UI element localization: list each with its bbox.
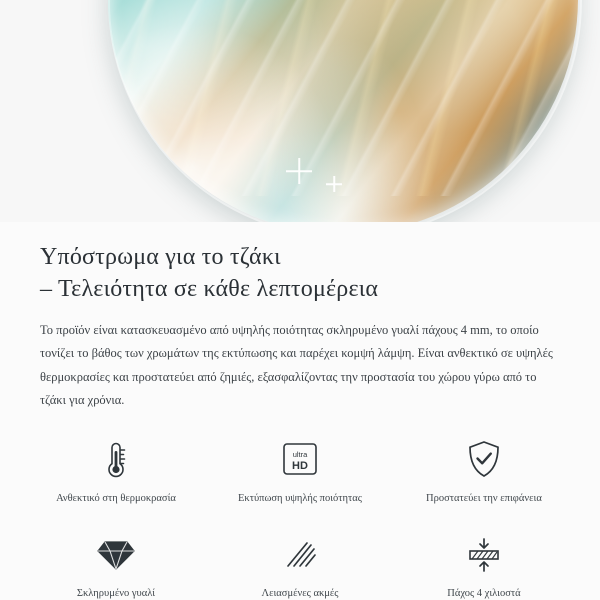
polished-edges-icon [277,535,323,575]
feature-list-row-1 [0,412,600,510]
feature-label: Σκληρυμένο γυαλί [76,588,156,600]
hero-image [0,0,600,222]
feature-item-thickness [392,525,576,600]
content-area [0,222,600,600]
feature-list-row-2 [0,509,600,600]
feature-item-print-quality [208,428,392,510]
page-title [0,222,600,305]
feature-label: Λειασμένες ακμές [261,588,339,600]
feature-label: Πάχος 4 χιλιοστά [447,588,521,600]
diamond-icon [93,535,139,575]
feature-label: Προστατεύει την επιφάνεια [426,492,542,504]
round-glass-plate-image [108,0,578,222]
thermometer-icon [93,438,139,480]
svg-text:ultra: ultra [292,449,308,459]
thickness-arrows-icon [461,535,507,575]
feature-item-tempered-glass [24,525,208,600]
feature-label: Ανθεκτικό στη θερμοκρασία [56,492,176,504]
description-paragraph: Το προϊόν είναι κατασκευασμένο από υψηλής ποιότητας σκληρυμένο γυαλί πάχους 4 mm, το οποίο τονίζει το βάθος των χρωμάτων της εκτύπωσης και παρέχει κομψή λάμψη. Είναι ανθεκτικό σε υψηλές θερμοκρασίες και προστατεύει από ζημιές, εξασφαλίζοντας την προστασία του χώρου γύρω από το τζάκι για χρόνια. [40,323,553,407]
feature-label: Εκτύπωση υψηλής ποιότητας [238,492,362,504]
ultra-hd-icon [277,438,323,480]
feature-item-heat-resistant [24,428,208,510]
feature-item-surface-protection [392,428,576,510]
headline-line-2: – Τελειότητα σε κάθε λεπτομέρεια [40,275,379,302]
shield-check-icon [461,438,507,480]
svg-text:HD: HD [292,459,308,472]
feature-item-polished-edges [208,525,392,600]
headline-line-1: Υπόστρωμα για το τζάκι [40,244,281,270]
